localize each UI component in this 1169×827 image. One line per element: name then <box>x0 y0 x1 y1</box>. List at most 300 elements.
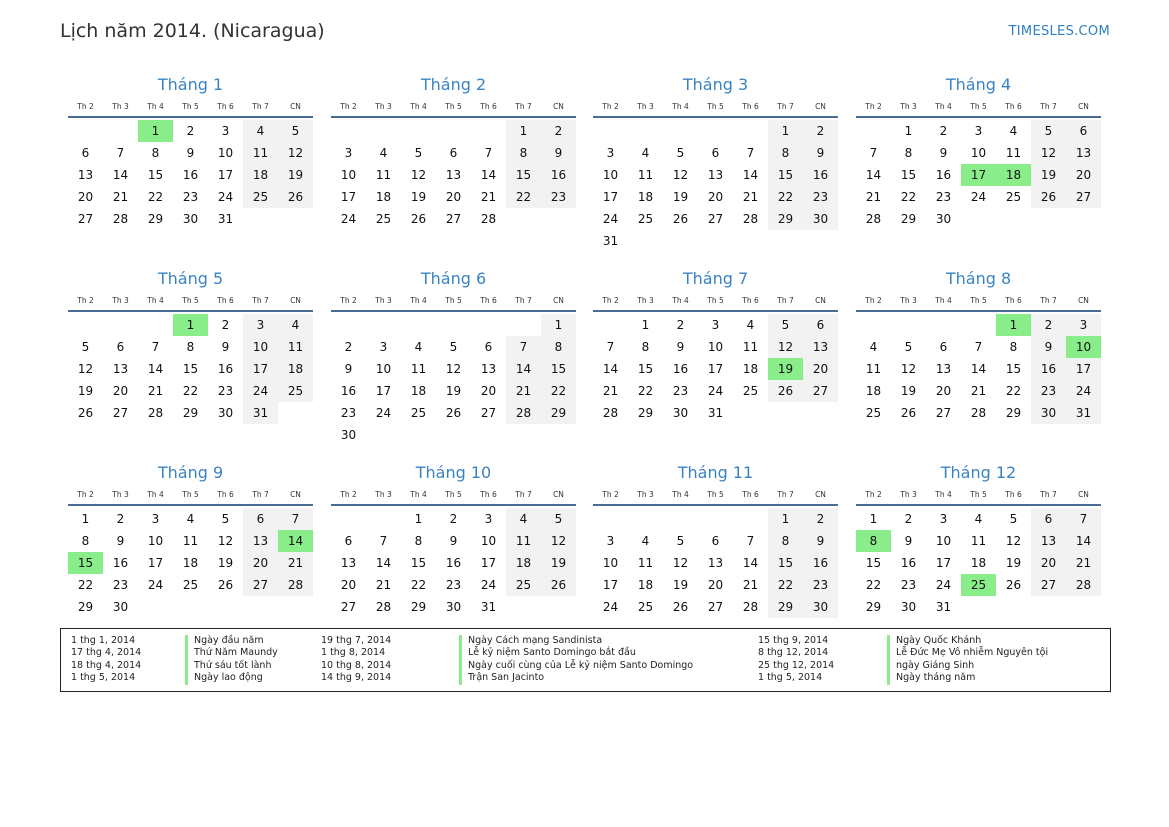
month-title: Tháng 4 <box>945 75 1012 94</box>
day-cell: 9 <box>449 534 458 548</box>
day-cell: 17 <box>602 190 619 204</box>
day-cell: 14 <box>742 556 759 570</box>
day-cell: 27 <box>707 212 724 226</box>
day-cell: 7 <box>606 340 615 354</box>
day-cell: 3 <box>1066 314 1101 336</box>
day-cell: 14 <box>742 168 759 182</box>
day-cell: 24 <box>480 578 497 592</box>
weekday-label: Th 7 <box>1040 490 1057 499</box>
day-cell: 28 <box>375 600 392 614</box>
day-cell: 8 <box>768 530 803 552</box>
weekday-label: Th 6 <box>480 296 497 305</box>
day-cell: 30 <box>217 406 234 420</box>
day-cell: 20 <box>707 190 724 204</box>
legend-date: 8 thg 12, 2014 <box>758 647 829 659</box>
day-cell: 30 <box>803 596 838 618</box>
day-cell: 4 <box>641 146 650 160</box>
day-cell: 28 <box>506 402 541 424</box>
day-cell: 25 <box>278 380 313 402</box>
empty-cell <box>331 314 366 336</box>
month-title: Tháng 2 <box>420 75 487 94</box>
day-cell: 20 <box>1066 164 1101 186</box>
month-title: Tháng 1 <box>157 75 224 94</box>
day-cell: 29 <box>1005 406 1022 420</box>
day-cell: 5 <box>676 534 685 548</box>
day-cell: 5 <box>676 146 685 160</box>
weekday-label: Th 5 <box>970 296 987 305</box>
day-cell: 19 <box>278 164 313 186</box>
day-cell: 14 <box>506 358 541 380</box>
day-cell: 7 <box>746 146 755 160</box>
day-cell: 26 <box>77 406 94 420</box>
weekday-label: Th 4 <box>672 102 689 111</box>
weekday-label: Th 3 <box>375 490 392 499</box>
weekday-label: CN <box>1078 490 1089 499</box>
day-cell: 6 <box>803 314 838 336</box>
day-cell: 5 <box>414 146 423 160</box>
day-cell: 20 <box>803 358 838 380</box>
legend-holiday-name: Ngày cuối cùng của Lễ kỷ niệm Santo Domingo <box>459 660 693 672</box>
empty-cell <box>698 120 733 142</box>
weekday-label: Th 4 <box>935 490 952 499</box>
brand-link[interactable]: TIMESLES.COM <box>1008 24 1110 39</box>
day-cell: 13 <box>707 556 724 570</box>
day-cell: 15 <box>147 168 164 182</box>
day-cell: 5 <box>449 340 458 354</box>
day-cell: 4 <box>278 314 313 336</box>
day-cell: 28 <box>147 406 164 420</box>
day-cell: 6 <box>711 534 720 548</box>
day-cell: 5 <box>904 340 913 354</box>
day-cell: 1 <box>414 512 423 526</box>
day-cell: 9 <box>904 534 913 548</box>
day-cell: 11 <box>865 362 882 376</box>
day-cell: 28 <box>480 212 497 226</box>
weekday-label: Th 4 <box>410 490 427 499</box>
day-cell: 26 <box>672 600 689 614</box>
day-cell: 30 <box>340 428 357 442</box>
day-cell: 18 <box>278 358 313 380</box>
legend-holiday-name: Thứ sáu tốt lành <box>185 660 271 672</box>
empty-cell <box>331 120 366 142</box>
day-cell: 14 <box>602 362 619 376</box>
weekday-label: Th 6 <box>1005 296 1022 305</box>
day-cell: 16 <box>672 362 689 376</box>
weekday-label: Th 2 <box>340 102 357 111</box>
day-cell: 25 <box>410 406 427 420</box>
weekday-label: Th 7 <box>252 102 269 111</box>
day-cell: 1 <box>768 508 803 530</box>
day-cell: 3 <box>344 146 353 160</box>
day-cell: 21 <box>147 384 164 398</box>
month-6 <box>331 266 576 446</box>
header-divider <box>331 116 576 118</box>
holiday-day-cell: 14 <box>278 530 313 552</box>
day-cell: 17 <box>707 362 724 376</box>
weekday-label: Th 4 <box>147 490 164 499</box>
legend-holiday-name: Ngày Cách mạng Sandinista <box>459 635 602 647</box>
day-cell: 10 <box>602 556 619 570</box>
empty-cell <box>103 314 138 336</box>
day-cell: 5 <box>768 314 803 336</box>
day-cell: 17 <box>147 556 164 570</box>
weekday-label: Th 6 <box>217 490 234 499</box>
weekday-label: Th 4 <box>935 296 952 305</box>
weekday-label: Th 6 <box>480 490 497 499</box>
day-cell: 5 <box>278 120 313 142</box>
day-cell: 18 <box>243 164 278 186</box>
day-cell: 1 <box>81 512 90 526</box>
weekday-label: Th 7 <box>777 296 794 305</box>
day-cell: 20 <box>77 190 94 204</box>
day-cell: 13 <box>112 362 129 376</box>
day-cell: 2 <box>186 124 195 138</box>
day-cell: 15 <box>506 164 541 186</box>
month-title: Tháng 5 <box>157 269 224 288</box>
day-cell: 6 <box>1066 120 1101 142</box>
day-cell: 4 <box>506 508 541 530</box>
holiday-day-cell: 19 <box>768 358 803 380</box>
day-cell: 11 <box>742 340 759 354</box>
empty-cell <box>401 314 436 336</box>
day-cell: 21 <box>375 578 392 592</box>
day-cell: 25 <box>865 406 882 420</box>
weekday-label: Th 4 <box>410 102 427 111</box>
day-cell: 16 <box>935 168 952 182</box>
weekday-label: Th 4 <box>147 102 164 111</box>
month-11 <box>593 460 838 618</box>
day-cell: 27 <box>340 600 357 614</box>
weekday-label: CN <box>1078 102 1089 111</box>
legend-date: 25 thg 12, 2014 <box>758 659 835 671</box>
day-cell: 14 <box>112 168 129 182</box>
day-cell: 4 <box>869 340 878 354</box>
day-cell: 19 <box>1005 556 1022 570</box>
day-cell: 27 <box>1066 186 1101 208</box>
day-cell: 12 <box>1005 534 1022 548</box>
day-cell: 14 <box>1066 530 1101 552</box>
day-cell: 24 <box>147 578 164 592</box>
day-cell: 12 <box>768 336 803 358</box>
weekday-header <box>331 488 576 502</box>
day-cell: 17 <box>1066 358 1101 380</box>
weekday-label: Th 2 <box>77 490 94 499</box>
day-cell: 2 <box>1031 314 1066 336</box>
day-cell: 21 <box>1066 552 1101 574</box>
day-cell: 24 <box>1066 380 1101 402</box>
day-cell: 16 <box>340 384 357 398</box>
day-cell: 7 <box>278 508 313 530</box>
day-cell: 6 <box>116 340 125 354</box>
weekday-label: Th 2 <box>865 102 882 111</box>
day-grid <box>856 508 1101 618</box>
day-cell: 18 <box>970 556 987 570</box>
day-cell: 3 <box>711 318 720 332</box>
day-cell: 20 <box>243 552 278 574</box>
month-8 <box>856 266 1101 424</box>
holiday-day-cell: 15 <box>68 552 103 574</box>
month-10 <box>331 460 576 618</box>
day-cell: 8 <box>186 340 195 354</box>
weekday-label: CN <box>815 296 826 305</box>
day-cell: 26 <box>541 574 576 596</box>
weekday-label: Th 4 <box>147 296 164 305</box>
day-cell: 23 <box>182 190 199 204</box>
day-cell: 26 <box>278 186 313 208</box>
day-cell: 22 <box>182 384 199 398</box>
weekday-label: Th 4 <box>410 296 427 305</box>
day-grid <box>331 508 576 618</box>
day-cell: 15 <box>865 556 882 570</box>
day-grid <box>856 120 1101 230</box>
day-cell: 2 <box>803 508 838 530</box>
day-cell: 27 <box>112 406 129 420</box>
day-cell: 17 <box>340 190 357 204</box>
empty-cell <box>856 120 891 142</box>
day-cell: 2 <box>116 512 125 526</box>
weekday-label: Th 5 <box>707 490 724 499</box>
day-cell: 14 <box>865 168 882 182</box>
day-cell: 18 <box>637 578 654 592</box>
weekday-label: Th 2 <box>602 102 619 111</box>
weekday-label: Th 5 <box>445 490 462 499</box>
day-cell: 31 <box>243 402 278 424</box>
day-cell: 18 <box>375 190 392 204</box>
day-cell: 25 <box>637 600 654 614</box>
day-cell: 3 <box>974 124 983 138</box>
day-cell: 12 <box>217 534 234 548</box>
holiday-day-cell: 17 <box>961 164 996 186</box>
legend-date: 17 thg 4, 2014 <box>71 647 142 659</box>
weekday-label: Th 7 <box>1040 102 1057 111</box>
day-cell: 11 <box>375 168 392 182</box>
empty-cell <box>663 508 698 530</box>
day-cell: 7 <box>746 534 755 548</box>
empty-cell <box>593 508 628 530</box>
day-cell: 27 <box>803 380 838 402</box>
day-cell: 1 <box>869 512 878 526</box>
holiday-day-cell: 8 <box>856 530 891 552</box>
day-cell: 24 <box>970 190 987 204</box>
day-cell: 29 <box>541 402 576 424</box>
day-cell: 8 <box>414 534 423 548</box>
holiday-day-cell: 18 <box>996 164 1031 186</box>
day-cell: 8 <box>904 146 913 160</box>
day-cell: 8 <box>506 142 541 164</box>
weekday-label: CN <box>815 490 826 499</box>
day-cell: 29 <box>865 600 882 614</box>
day-cell: 28 <box>865 212 882 226</box>
weekday-label: Th 6 <box>742 490 759 499</box>
day-cell: 13 <box>803 336 838 358</box>
empty-cell <box>698 508 733 530</box>
day-cell: 30 <box>1031 402 1066 424</box>
day-cell: 6 <box>1031 508 1066 530</box>
empty-cell <box>628 120 663 142</box>
day-cell: 9 <box>116 534 125 548</box>
day-cell: 16 <box>900 556 917 570</box>
day-cell: 1 <box>541 314 576 336</box>
empty-cell <box>663 120 698 142</box>
weekday-label: CN <box>290 102 301 111</box>
day-grid <box>593 314 838 424</box>
weekday-label: Th 2 <box>77 102 94 111</box>
day-cell: 14 <box>970 362 987 376</box>
day-cell: 26 <box>445 406 462 420</box>
legend-holiday-name: Trận San Jacinto <box>459 672 544 684</box>
month-3 <box>593 72 838 252</box>
weekday-label: Th 7 <box>1040 296 1057 305</box>
day-cell: 20 <box>480 384 497 398</box>
day-cell: 16 <box>803 164 838 186</box>
weekday-label: Th 4 <box>672 296 689 305</box>
day-cell: 9 <box>939 146 948 160</box>
day-cell: 5 <box>221 512 230 526</box>
day-cell: 29 <box>182 406 199 420</box>
month-9 <box>68 460 313 618</box>
day-cell: 26 <box>768 380 803 402</box>
empty-cell <box>961 314 996 336</box>
weekday-label: Th 4 <box>935 102 952 111</box>
day-cell: 10 <box>217 146 234 160</box>
day-cell: 11 <box>637 556 654 570</box>
day-cell: 22 <box>506 186 541 208</box>
holiday-legend <box>60 628 1111 692</box>
day-cell: 7 <box>151 340 160 354</box>
weekday-label: Th 7 <box>777 490 794 499</box>
weekday-header <box>593 294 838 308</box>
day-cell: 17 <box>935 556 952 570</box>
weekday-label: CN <box>290 490 301 499</box>
day-cell: 11 <box>243 142 278 164</box>
day-cell: 18 <box>182 556 199 570</box>
day-cell: 25 <box>1005 190 1022 204</box>
legend-holiday-name: Lễ kỷ niệm Santo Domingo bắt đầu <box>459 647 636 659</box>
weekday-label: Th 2 <box>865 490 882 499</box>
day-cell: 20 <box>445 190 462 204</box>
day-cell: 16 <box>217 362 234 376</box>
day-cell: 25 <box>506 574 541 596</box>
day-cell: 24 <box>217 190 234 204</box>
day-cell: 20 <box>935 384 952 398</box>
day-cell: 15 <box>1005 362 1022 376</box>
day-cell: 15 <box>541 358 576 380</box>
day-cell: 26 <box>1005 578 1022 592</box>
month-title: Tháng 10 <box>415 463 492 482</box>
day-cell: 31 <box>1066 402 1101 424</box>
day-cell: 23 <box>445 578 462 592</box>
day-cell: 26 <box>410 212 427 226</box>
day-cell: 21 <box>865 190 882 204</box>
day-cell: 13 <box>445 168 462 182</box>
weekday-label: Th 6 <box>1005 102 1022 111</box>
day-cell: 22 <box>147 190 164 204</box>
day-cell: 18 <box>742 362 759 376</box>
day-cell: 2 <box>541 120 576 142</box>
empty-cell <box>366 120 401 142</box>
weekday-header <box>331 100 576 114</box>
day-cell: 8 <box>151 146 160 160</box>
weekday-label: CN <box>815 102 826 111</box>
legend-holiday-name: Ngày tháng năm <box>887 672 975 684</box>
empty-cell <box>471 314 506 336</box>
legend-holiday-name: Ngày đầu năm <box>185 635 264 647</box>
day-cell: 19 <box>672 190 689 204</box>
month-title: Tháng 3 <box>682 75 749 94</box>
header-divider <box>856 116 1101 118</box>
day-cell: 22 <box>768 186 803 208</box>
weekday-label: Th 3 <box>900 296 917 305</box>
day-cell: 21 <box>506 380 541 402</box>
empty-cell <box>366 508 401 530</box>
weekday-label: Th 3 <box>375 102 392 111</box>
day-cell: 6 <box>449 146 458 160</box>
day-cell: 12 <box>278 142 313 164</box>
header-divider <box>68 504 313 506</box>
header-divider <box>856 504 1101 506</box>
weekday-label: Th 3 <box>112 296 129 305</box>
day-cell: 2 <box>803 120 838 142</box>
weekday-label: CN <box>290 296 301 305</box>
day-cell: 13 <box>480 362 497 376</box>
weekday-label: Th 6 <box>480 102 497 111</box>
day-cell: 22 <box>637 384 654 398</box>
weekday-label: Th 6 <box>217 102 234 111</box>
day-cell: 20 <box>1031 552 1066 574</box>
weekday-label: Th 7 <box>252 296 269 305</box>
day-cell: 21 <box>970 384 987 398</box>
holiday-day-cell: 1 <box>138 120 173 142</box>
day-cell: 10 <box>340 168 357 182</box>
day-cell: 17 <box>602 578 619 592</box>
empty-cell <box>593 314 628 336</box>
day-cell: 31 <box>217 212 234 226</box>
day-cell: 30 <box>803 208 838 230</box>
day-cell: 29 <box>768 596 803 618</box>
day-cell: 28 <box>1066 574 1101 596</box>
month-title: Tháng 11 <box>677 463 754 482</box>
day-cell: 12 <box>672 168 689 182</box>
weekday-label: Th 3 <box>637 296 654 305</box>
weekday-label: Th 7 <box>252 490 269 499</box>
day-cell: 19 <box>900 384 917 398</box>
day-cell: 16 <box>1031 358 1066 380</box>
header-divider <box>593 310 838 312</box>
legend-holiday-name: ngày Giáng Sinh <box>887 660 974 672</box>
weekday-header <box>856 100 1101 114</box>
day-cell: 1 <box>506 120 541 142</box>
day-cell: 4 <box>974 512 983 526</box>
day-cell: 12 <box>410 168 427 182</box>
day-cell: 6 <box>939 340 948 354</box>
day-cell: 26 <box>1031 186 1066 208</box>
empty-cell <box>401 120 436 142</box>
weekday-header <box>856 488 1101 502</box>
weekday-label: Th 6 <box>742 296 759 305</box>
day-cell: 3 <box>606 534 615 548</box>
day-cell: 10 <box>243 336 278 358</box>
day-cell: 25 <box>742 384 759 398</box>
day-cell: 15 <box>768 164 803 186</box>
day-cell: 15 <box>410 556 427 570</box>
day-cell: 25 <box>637 212 654 226</box>
weekday-header <box>856 294 1101 308</box>
day-cell: 10 <box>707 340 724 354</box>
day-cell: 24 <box>340 212 357 226</box>
day-cell: 3 <box>939 512 948 526</box>
day-cell: 30 <box>672 406 689 420</box>
day-cell: 5 <box>81 340 90 354</box>
